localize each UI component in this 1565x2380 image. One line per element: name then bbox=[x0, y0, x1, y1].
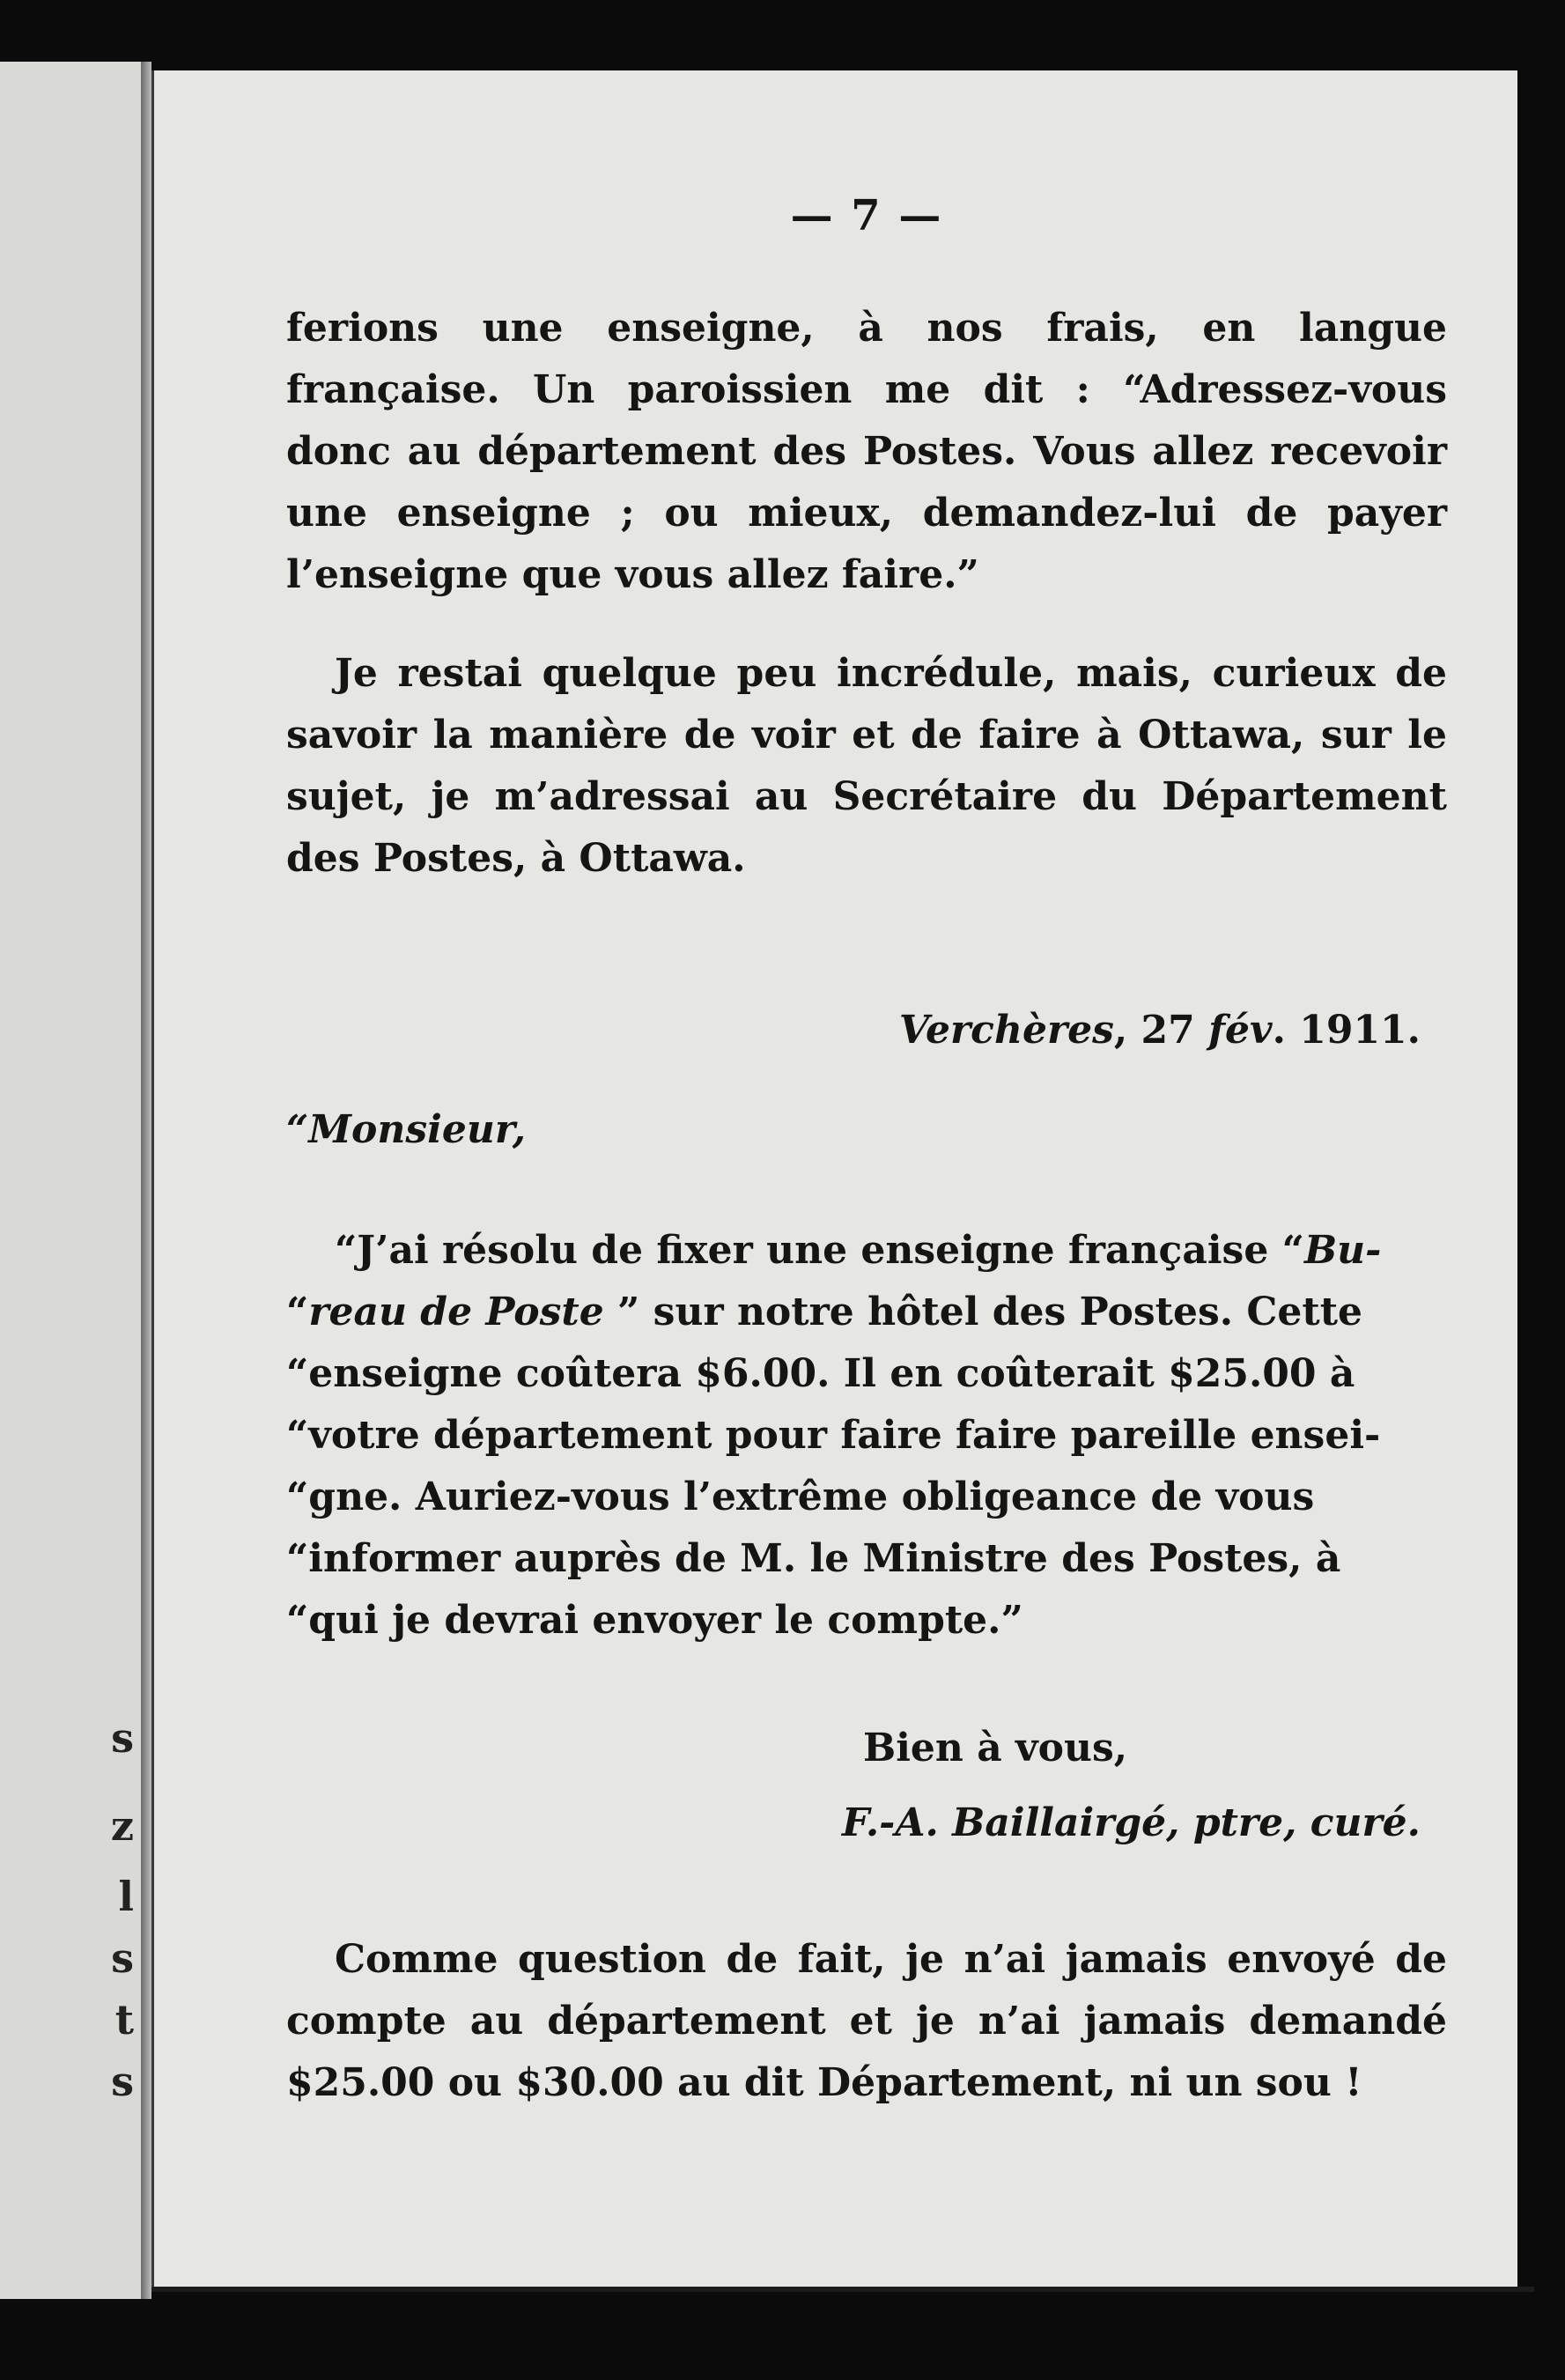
letter-line: “qui je devrai envoyer le compte.” bbox=[286, 1598, 1023, 1643]
edge-glyph: s bbox=[111, 2058, 134, 2105]
book-page bbox=[151, 70, 1517, 2290]
page-bottom-rule bbox=[151, 2287, 1534, 2292]
paragraph: Je restai quelque peu incrédule, mais, curieux de savoir la manière de voir et de faire à Ottawa, sur le sujet, je m’adressai au Secrétaire du Département des Postes, à Ottawa. bbox=[286, 651, 1447, 881]
letter-line: “gne. Auriez-vous l’extrême obligeance de vous bbox=[286, 1475, 1315, 1519]
dateline-month: fév bbox=[1208, 1008, 1273, 1053]
letter-salutation: “Monsieur, bbox=[286, 1107, 527, 1152]
letter-body bbox=[286, 1220, 1447, 1652]
letter-line: “informer auprès de M. le Ministre des Postes, à bbox=[286, 1536, 1341, 1581]
dateline-year: . 1911. bbox=[1272, 1008, 1421, 1053]
book-gutter bbox=[141, 62, 151, 2299]
edge-glyph: s bbox=[111, 1714, 134, 1762]
letter-line: “votre département pour faire faire pareille ensei- bbox=[286, 1413, 1381, 1458]
edge-glyph: z bbox=[110, 1802, 134, 1850]
letter-closing: Bien à vous, bbox=[863, 1726, 1128, 1770]
letter-line: “enseigne coûtera $6.00. Il en coûterait $25.00 à bbox=[286, 1351, 1355, 1396]
page-number: — 7 — bbox=[790, 191, 943, 240]
edge-glyph: s bbox=[111, 1934, 134, 1982]
letter-line: “reau de Poste ” sur notre hôtel des Postes. Cette bbox=[286, 1290, 1363, 1334]
dateline-place: Verchères bbox=[898, 1008, 1114, 1053]
edge-glyph: l bbox=[118, 1873, 134, 1920]
edge-glyph: t bbox=[114, 1996, 134, 2044]
paragraph: ferions une enseigne, à nos frais, en langue française. Un paroissien me dit : “Adressez-vous donc au département des Postes. Vous allez recevoir une enseigne ; ou mieux, demandez-lui de payer l’enseigne que vous allez faire.” bbox=[286, 306, 1447, 597]
letter-line: “J’ai résolu de fixer une enseigne française “Bu- bbox=[335, 1228, 1382, 1273]
letter-dateline bbox=[899, 1000, 1421, 1061]
previous-page-edge bbox=[0, 62, 141, 2299]
paragraph: Comme question de fait, je n’ai jamais envoyé de compte au département et je n’ai jamais demandé $25.00 ou $30.00 au dit Département, ni un sou ! bbox=[286, 1937, 1447, 2105]
dateline-day: , 27 bbox=[1113, 1008, 1209, 1053]
letter-signature: F.-A. Baillairgé, ptre, curé. bbox=[842, 1800, 1421, 1845]
